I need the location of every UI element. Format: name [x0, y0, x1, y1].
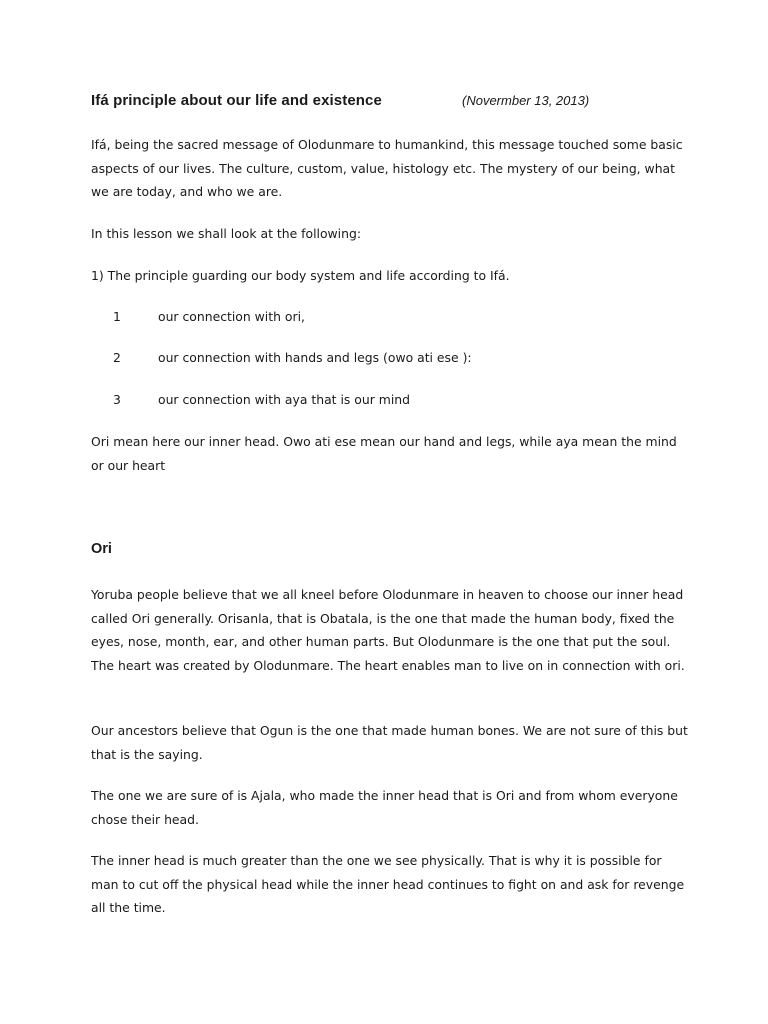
- ori-paragraph: The inner head is much greater than the one we see physically. That is why it is possible for man to cut off the physical head while the inner head continues to fight on and ask for revenge all the time.: [91, 853, 685, 915]
- ori-paragraph: The one we are sure of is Ajala, who made the inner head that is Ori and from whom everyone chose their head.: [91, 788, 678, 827]
- title-row: [91, 92, 691, 112]
- list-item-number: 3: [113, 392, 121, 407]
- ori-paragraph: Our ancestors believe that Ogun is the one that made human bones. We are not sure of this but that is the saying.: [91, 723, 688, 762]
- point-1: 1) The principle guarding our body system and life according to Ifá.: [91, 268, 510, 283]
- section-heading: Ori: [91, 541, 112, 557]
- document-date: (Novermber 13, 2013): [462, 93, 590, 108]
- list-item-number: 1: [113, 309, 121, 324]
- ori-paragraph: Yoruba people believe that we all kneel before Olodunmare in heaven to choose our inner head called Ori generally. Orisanla, that is Obatala, is the one that made the human body, fixed the eyes, nose, month, ear, and other human parts. But Olodunmare is the one that put the soul. The heart was created by Olodunmare. The heart enables man to live on in connection with ori.: [91, 587, 685, 673]
- list-item-number: 2: [113, 350, 121, 365]
- lesson-intro: In this lesson we shall look at the following:: [91, 226, 362, 241]
- list-item-text: our connection with ori,: [158, 309, 305, 324]
- list-item-text: our connection with hands and legs (owo ati ese ):: [158, 350, 472, 365]
- intro-paragraph: Ifá, being the sacred message of Olodunmare to humankind, this message touched some basic aspects of our lives. The culture, custom, value, histology etc. The mystery of our being, what we are today, and who we are.: [91, 137, 683, 199]
- document-title: Ifá principle about our life and existence: [91, 92, 382, 109]
- definition-paragraph: Ori mean here our inner head. Owo ati ese mean our hand and legs, while aya mean the mind or our heart: [91, 434, 677, 473]
- list-item-text: our connection with aya that is our mind: [158, 392, 410, 407]
